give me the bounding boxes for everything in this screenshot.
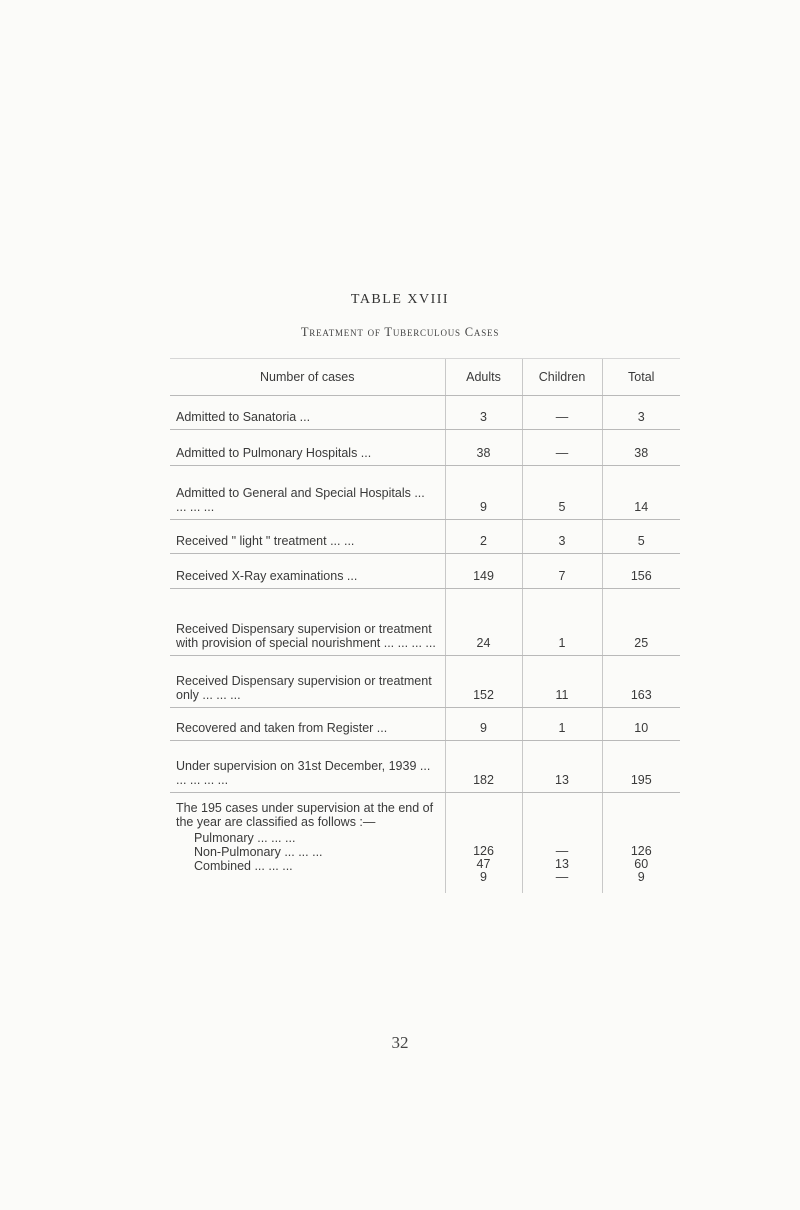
row-children: — [555,446,569,460]
class-adults-combined: 9 [480,870,487,884]
table-row [170,656,680,708]
row-label: Recovered and taken from Register ... [176,721,388,735]
table-row [170,520,680,554]
row-total: 25 [634,636,649,650]
row-children: 5 [558,500,566,514]
class-total-combined: 9 [637,870,645,884]
row-total: 195 [630,773,652,787]
row-children: — [555,410,569,424]
class-label-combined: Combined ... ... ... [194,859,293,873]
row-adults: 38 [476,446,491,460]
row-adults: 149 [473,569,494,583]
treatment-table [170,358,680,893]
header-adults: Adults [445,359,522,396]
class-children-non-pulmonary: 13 [555,857,569,871]
row-total: 38 [634,446,649,460]
header-number-of-cases: Number of cases [170,359,445,396]
table-row [170,708,680,741]
table-row [170,554,680,589]
page-number: 32 [391,1033,409,1052]
table-title: TABLE XVIII [350,292,450,307]
row-children: 7 [558,569,566,583]
class-adults-pulmonary: 126 [473,844,494,858]
class-label-non-pulmonary: Non-Pulmonary ... ... ... [194,845,323,859]
table-row [170,430,680,466]
row-adults: 24 [476,636,491,650]
row-total: 5 [637,534,645,548]
row-children: 3 [558,534,566,548]
class-adults-non-pulmonary: 47 [476,857,491,871]
row-label: Received X-Ray examinations ... [176,569,358,583]
class-children-combined: — [555,870,569,884]
row-children: 1 [558,636,566,650]
row-children: 11 [555,688,569,702]
header-children: Children [522,359,602,396]
header-total: Total [602,359,680,396]
row-adults: 9 [480,500,487,514]
classification-intro: The 195 cases under supervision at the end of the year are classified as follows :— [176,801,434,829]
row-label: Received Dispensary supervision or treatment with provision of special nourishment ... ... ... ... [176,622,436,650]
row-total: 156 [630,569,652,583]
table-row [170,589,680,656]
table-row [170,741,680,793]
row-adults: 152 [473,688,494,702]
class-total-pulmonary: 126 [630,844,652,858]
table-subtitle: Treatment of Tuberculous Cases [300,325,500,339]
row-adults: 9 [480,721,487,735]
row-total: 163 [630,688,652,702]
row-label: Admitted to General and Special Hospitals ... ... ... ... [176,486,425,514]
row-adults: 3 [480,410,487,424]
class-total-non-pulmonary: 60 [634,857,649,871]
row-children: 1 [558,721,566,735]
row-label: Under supervision on 31st December, 1939 ... ... ... ... ... [176,759,431,787]
row-total: 10 [634,721,649,735]
row-label: Received Dispensary supervision or treatment only ... ... ... [176,674,432,702]
table-row [170,396,680,430]
row-adults: 182 [473,773,494,787]
table-row [170,466,680,520]
row-children: 13 [555,773,569,787]
class-children-pulmonary: — [555,844,569,858]
table-header-row [170,359,680,396]
row-label: Admitted to Pulmonary Hospitals ... [176,446,372,460]
row-total: 3 [637,410,645,424]
row-label: Received " light " treatment ... ... [176,534,355,548]
row-adults: 2 [480,534,487,548]
row-label: Admitted to Sanatoria ... [176,410,311,424]
row-total: 14 [634,500,649,514]
class-label-pulmonary: Pulmonary ... ... ... [194,831,296,845]
classification-row [170,793,680,893]
